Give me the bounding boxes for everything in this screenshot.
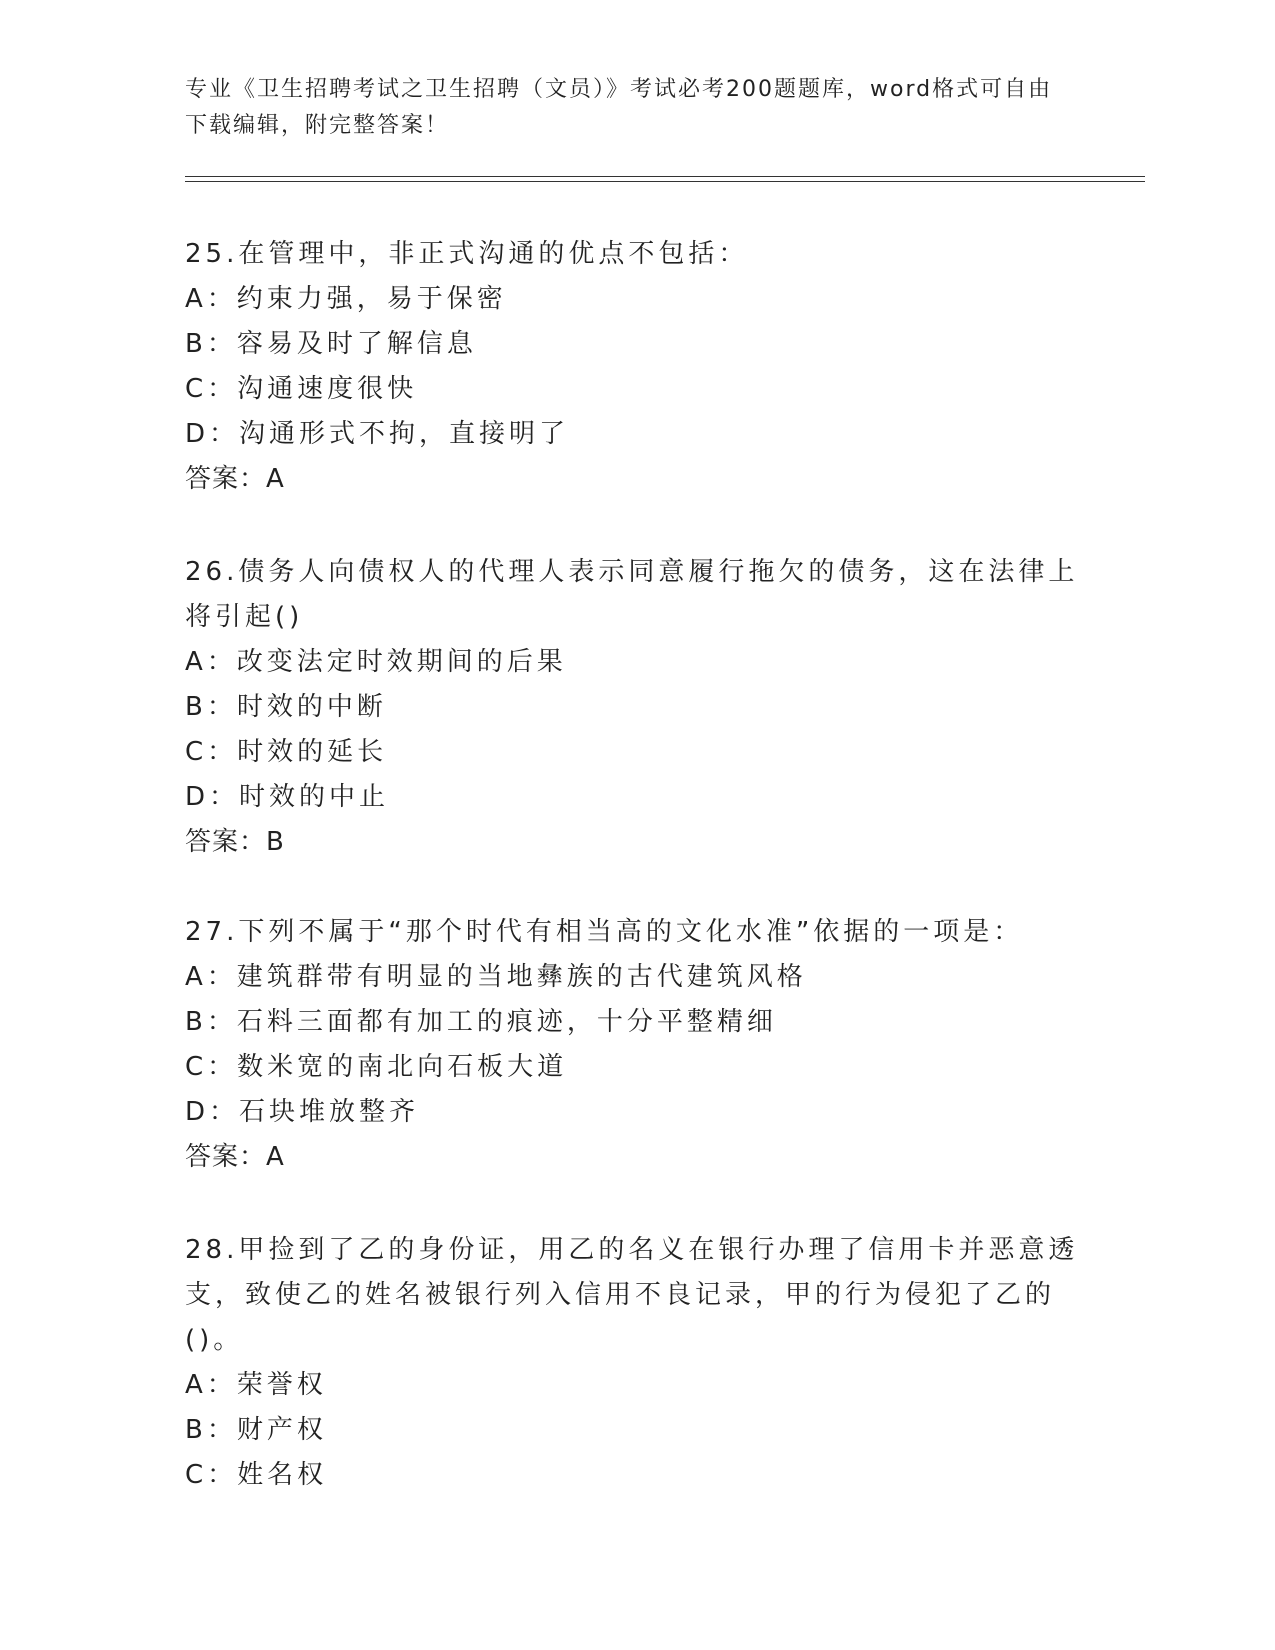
option-list <box>185 955 1085 1135</box>
document-intro: 专业《卫生招聘考试之卫生招聘（文员）》考试必考200题题库，word格式可自由下载编辑，附完整答案！ <box>185 77 1053 138</box>
header-divider-bottom <box>185 181 1145 182</box>
option-b: B：容易及时了解信息 <box>185 329 477 359</box>
option-a: A：改变法定时效期间的后果 <box>185 647 567 677</box>
answer-line: 答案：A <box>185 1142 285 1172</box>
option-d: D：时效的中止 <box>185 782 390 812</box>
option-a: A：约束力强，易于保密 <box>185 284 507 314</box>
option-a: A：建筑群带有明显的当地彝族的古代建筑风格 <box>185 962 807 992</box>
option-c: C：时效的延长 <box>185 737 388 767</box>
option-b: B：时效的中断 <box>185 692 387 722</box>
question-25 <box>185 232 1085 502</box>
option-c: C：沟通速度很快 <box>185 374 418 404</box>
question-27 <box>185 910 1085 1180</box>
header-divider-top <box>185 176 1145 177</box>
option-list <box>185 1363 1085 1498</box>
option-d: D：沟通形式不拘，直接明了 <box>185 419 570 449</box>
option-b: B：石料三面都有加工的痕迹，十分平整精细 <box>185 1007 777 1037</box>
option-list <box>185 640 1085 820</box>
option-a: A：荣誉权 <box>185 1370 327 1400</box>
option-c: C：姓名权 <box>185 1460 328 1490</box>
question-stem: 26.债务人向债权人的代理人表示同意履行拖欠的债务，这在法律上将引起() <box>185 557 1079 632</box>
option-c: C：数米宽的南北向石板大道 <box>185 1052 568 1082</box>
option-d: D：石块堆放整齐 <box>185 1097 420 1127</box>
question-stem: 25.在管理中，非正式沟通的优点不包括： <box>185 239 749 269</box>
question-26 <box>185 550 1085 865</box>
answer-line: 答案：A <box>185 464 285 494</box>
question-stem: 27.下列不属于“那个时代有相当高的文化水准”依据的一项是： <box>185 917 1024 947</box>
question-stem: 28.甲捡到了乙的身份证，用乙的名义在银行办理了信用卡并恶意透支，致使乙的姓名被银行列入信用不良记录，甲的行为侵犯了乙的()。 <box>185 1235 1079 1355</box>
option-b: B：财产权 <box>185 1415 327 1445</box>
answer-line: 答案：B <box>185 827 285 857</box>
option-list <box>185 277 1085 457</box>
question-28 <box>185 1228 1085 1498</box>
